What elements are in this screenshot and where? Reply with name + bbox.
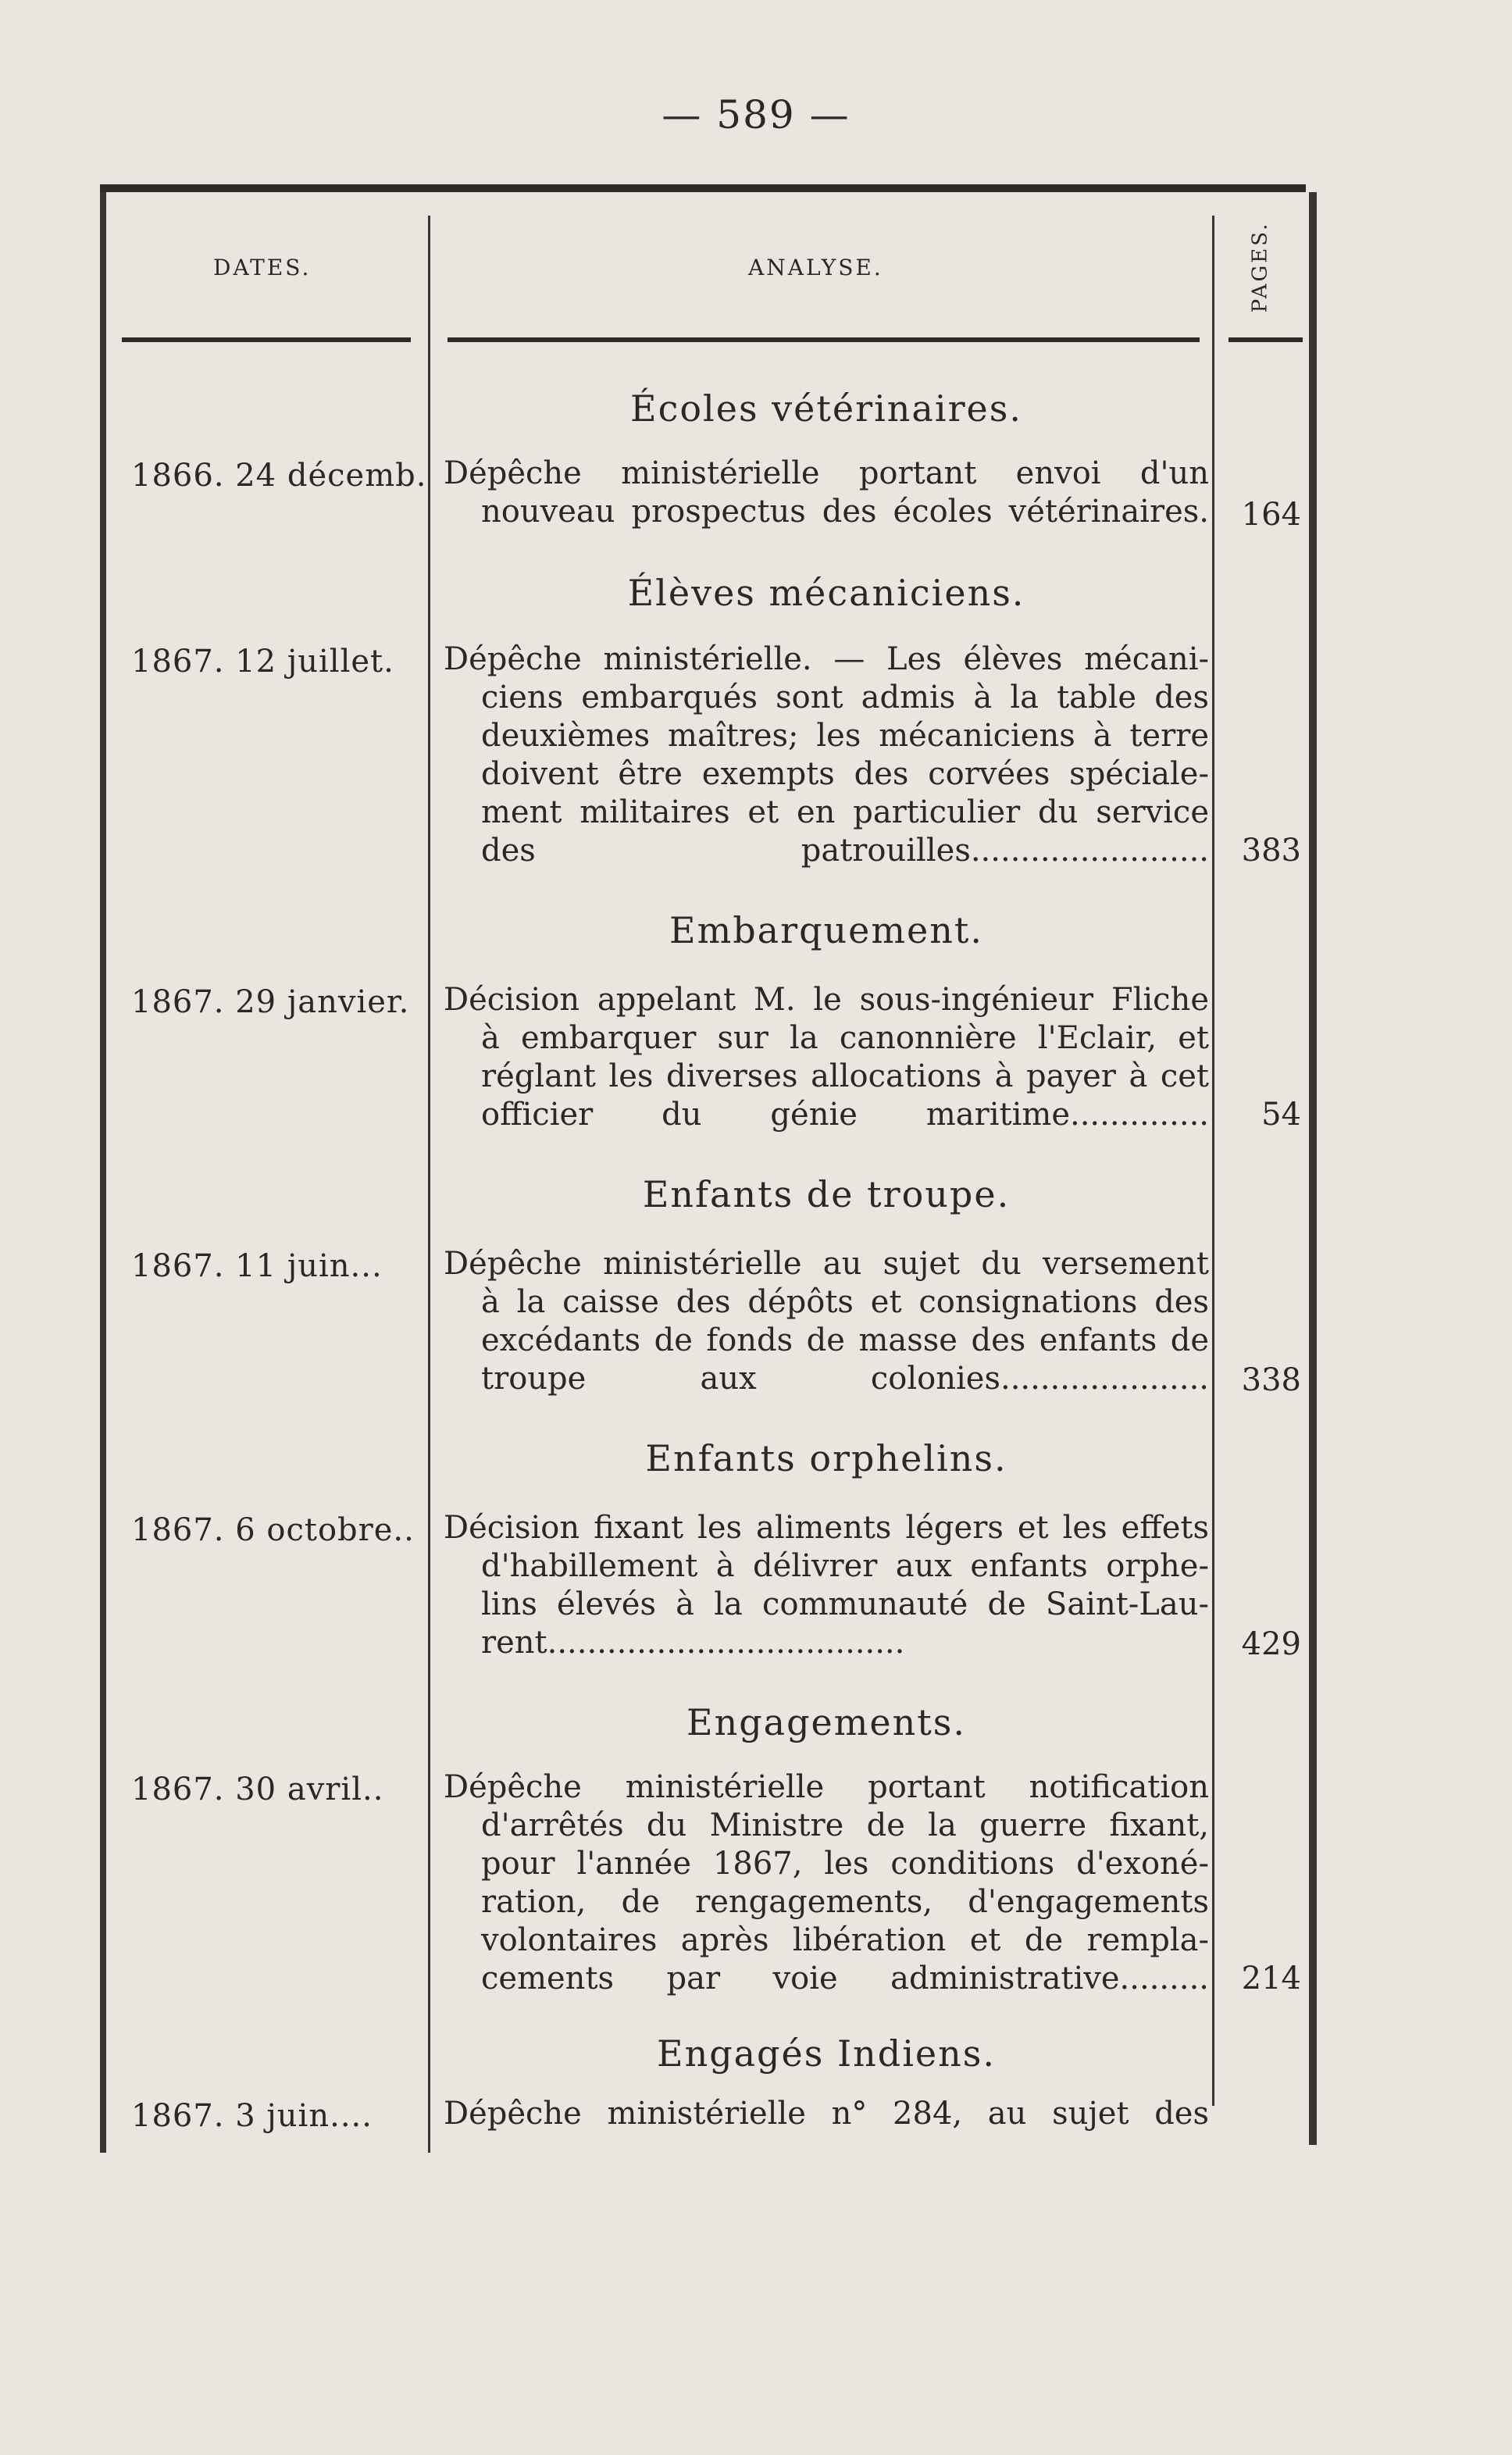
left-border bbox=[100, 192, 106, 2153]
entry-text bbox=[444, 2095, 1209, 2133]
entry-line: deuxièmes maîtres; les mécaniciens à terre bbox=[481, 718, 1209, 754]
entry-line: nouveau prospectus des écoles vétérinaires. bbox=[481, 494, 1209, 530]
entry-text bbox=[444, 455, 1209, 531]
page-number: — 589 — bbox=[662, 92, 850, 137]
entry-line: volontaires après libération et de rempla- bbox=[481, 1922, 1209, 1958]
entry-line: Dépêche ministérielle portant notification bbox=[444, 1769, 1209, 1805]
page-ref: 214 bbox=[1241, 1961, 1301, 1996]
entry-line: troupe aux colonies..................... bbox=[481, 1361, 1209, 1397]
section-title: Élèves mécaniciens. bbox=[627, 572, 1025, 614]
entry-line: à la caisse des dépôts et consignations des bbox=[481, 1284, 1209, 1320]
entry-line: Dépêche ministérielle. — Les élèves mécani- bbox=[444, 641, 1209, 677]
entry-text bbox=[444, 1768, 1209, 1998]
entry-line: Décision appelant M. le sous-ingénieur Fliche bbox=[444, 982, 1209, 1018]
section-title: Enfants orphelins. bbox=[645, 1437, 1007, 1479]
entry-line: excédants de fonds de masse des enfants de bbox=[481, 1322, 1209, 1358]
section-title: Embarquement. bbox=[669, 909, 983, 951]
entry-date: 1867. 6 octobre.. bbox=[131, 1512, 415, 1548]
entry-line: d'arrêtés du Ministre de la guerre fixant, bbox=[481, 1807, 1209, 1843]
section-title: Enfants de troupe. bbox=[642, 1173, 1011, 1215]
header-rule-pages bbox=[1228, 337, 1303, 342]
entry-line: Décision fixant les aliments légers et les effets bbox=[444, 1510, 1209, 1546]
entry-date: 1867. 11 juin... bbox=[131, 1248, 383, 1284]
header-rule-analyse bbox=[448, 337, 1200, 342]
page-ref: 429 bbox=[1241, 1626, 1301, 1662]
entry-date: 1866. 24 décemb. bbox=[131, 458, 427, 494]
table-frame bbox=[100, 184, 1321, 2153]
entry-text bbox=[444, 641, 1209, 870]
entry-line: réglant les diverses allocations à payer à cet bbox=[481, 1058, 1209, 1094]
entry-text bbox=[444, 981, 1209, 1134]
entry-line: Dépêche ministérielle portant envoi d'un bbox=[444, 455, 1209, 491]
entry-text bbox=[444, 1245, 1209, 1398]
page-ref: 164 bbox=[1241, 497, 1301, 533]
entry-line: pour l'année 1867, les conditions d'exoné- bbox=[481, 1846, 1209, 1882]
entry-line: d'habillement à délivrer aux enfants orphe- bbox=[481, 1548, 1209, 1584]
section-title: Engagements. bbox=[686, 1701, 966, 1743]
entry-line: cements par voie administrative......... bbox=[481, 1961, 1209, 1996]
header-pages bbox=[1225, 220, 1295, 314]
header-analyse: ANALYSE. bbox=[748, 255, 883, 280]
entry-line: ment militaires et en particulier du service bbox=[481, 794, 1209, 830]
column-divider-dates bbox=[428, 216, 430, 2153]
header-pages-label: PAGES. bbox=[1248, 221, 1272, 313]
entry-line: ciens embarqués sont admis à la table des bbox=[481, 680, 1209, 715]
entry-text bbox=[444, 1509, 1209, 1662]
entry-line: des patrouilles........................ bbox=[481, 833, 1209, 869]
page-ref: 383 bbox=[1241, 833, 1301, 869]
header-rule-dates bbox=[122, 337, 411, 342]
entry-line: rent.................................... bbox=[481, 1625, 905, 1661]
top-rule bbox=[100, 184, 1306, 192]
section-title: Écoles vétérinaires. bbox=[629, 387, 1023, 430]
entry-line: doivent être exempts des corvées spéciale- bbox=[481, 756, 1209, 792]
entry-date: 1867. 29 janvier. bbox=[131, 984, 410, 1020]
page-ref: 338 bbox=[1241, 1362, 1301, 1398]
header-dates: DATES. bbox=[213, 255, 312, 280]
entry-line: officier du génie maritime.............. bbox=[481, 1097, 1209, 1133]
entry-date: 1867. 12 juillet. bbox=[131, 644, 394, 680]
entry-date: 1867. 3 juin.... bbox=[131, 2098, 373, 2134]
entry-line: Dépêche ministérielle au sujet du versement bbox=[444, 1246, 1209, 1282]
entry-line: à embarquer sur la canonnière l'Eclair, et bbox=[481, 1020, 1209, 1056]
page-ref: 54 bbox=[1261, 1097, 1301, 1133]
column-divider-pages bbox=[1212, 216, 1214, 2106]
section-title: Engagés Indiens. bbox=[656, 2032, 996, 2075]
entry-line: ration, de rengagements, d'engagements bbox=[481, 1884, 1209, 1920]
entry-line: Dépêche ministérielle n° 284, au sujet des bbox=[444, 2096, 1209, 2132]
entry-line: lins élevés à la communauté de Saint-Lau- bbox=[481, 1586, 1209, 1622]
entry-date: 1867. 30 avril.. bbox=[131, 1772, 384, 1807]
right-border bbox=[1309, 192, 1317, 2145]
